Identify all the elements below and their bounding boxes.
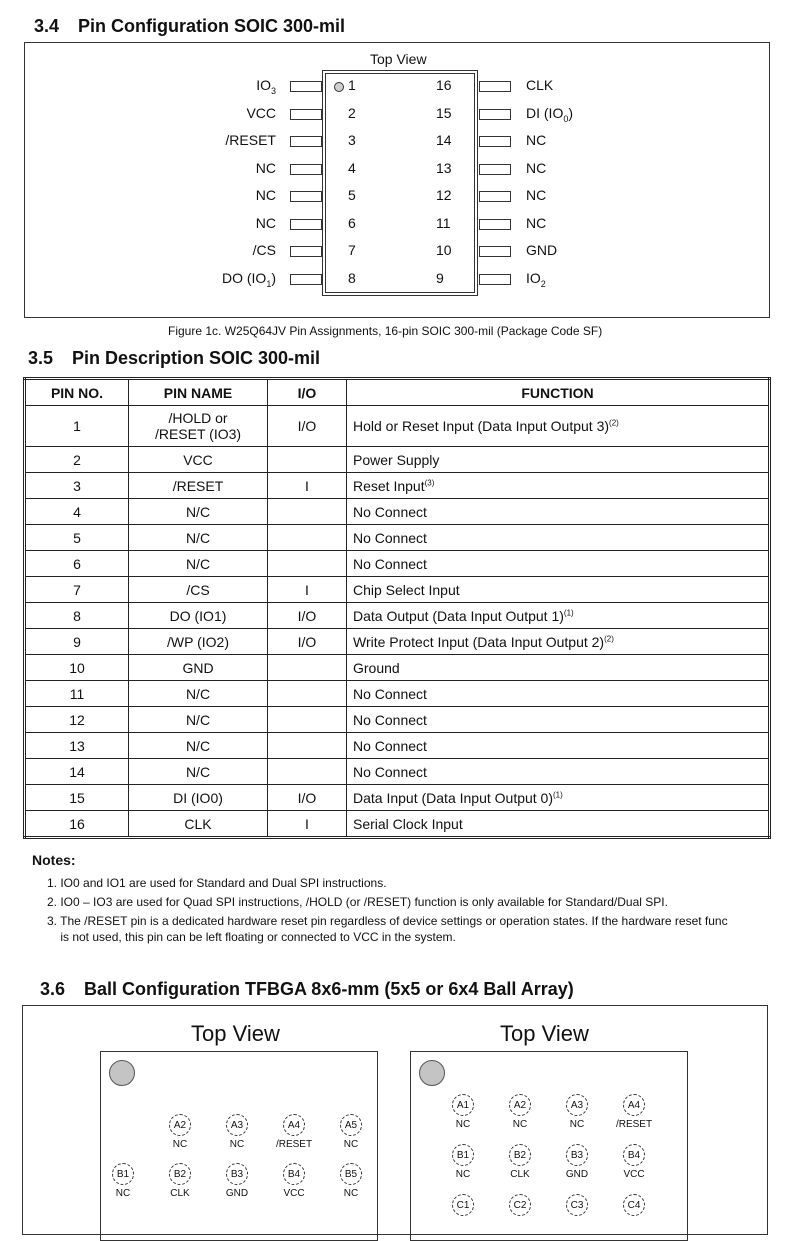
pin-label-text: DI (IO bbox=[526, 105, 564, 121]
pin-label-text: IO bbox=[256, 77, 271, 93]
pin-label-suffix: ) bbox=[568, 105, 574, 121]
ball-signal-label: CLK bbox=[510, 1169, 530, 1180]
pin-stub-right bbox=[479, 109, 511, 120]
cell-pin-no: 15 bbox=[25, 785, 129, 811]
a1-marker-icon bbox=[419, 1060, 445, 1086]
pin-label-right bbox=[526, 160, 546, 179]
cell-function bbox=[347, 551, 770, 577]
pin-stub-left bbox=[290, 81, 322, 92]
note-1: 1. IO0 and IO1 are used for Standard and Dual SPI instructions. bbox=[47, 876, 387, 890]
section-number: 3.4 bbox=[34, 16, 60, 36]
cell-pin-no: 16 bbox=[25, 811, 129, 838]
pin-name-line: N/C bbox=[185, 555, 211, 572]
table-row bbox=[25, 499, 770, 525]
pin-stub-left bbox=[290, 219, 322, 230]
pin-number-left: 7 bbox=[348, 242, 356, 258]
pin-number-right: 15 bbox=[436, 105, 452, 121]
section-3-4-heading bbox=[34, 16, 345, 37]
cell-pin-name bbox=[129, 629, 268, 655]
cell-io bbox=[268, 551, 347, 577]
function-text: Data Input (Data Input Output 0) bbox=[353, 789, 554, 806]
pin-name-line: GND bbox=[182, 659, 214, 676]
cell-pin-name bbox=[129, 406, 268, 447]
pin-label-right bbox=[526, 132, 546, 151]
cell-pin-name bbox=[129, 707, 268, 733]
pin-label-text: IO bbox=[526, 270, 541, 286]
cell-function bbox=[347, 629, 770, 655]
table-row bbox=[25, 707, 770, 733]
pin-stub-left bbox=[290, 109, 322, 120]
cell-pin-no: 10 bbox=[25, 655, 129, 681]
header-pin-no: PIN NO. bbox=[25, 379, 129, 406]
pin-label-subscript: 0 bbox=[563, 113, 569, 124]
header-pin-name: PIN NAME bbox=[129, 379, 268, 406]
pin-label-left bbox=[0, 270, 276, 289]
function-text: No Connect bbox=[353, 555, 427, 572]
cell-pin-no: 3 bbox=[25, 473, 129, 499]
section-number: 3.6 bbox=[40, 979, 66, 999]
function-footnote: (2) bbox=[609, 418, 619, 428]
pin-stub-right bbox=[479, 81, 511, 92]
cell-pin-no: 5 bbox=[25, 525, 129, 551]
cell-io bbox=[268, 655, 347, 681]
ball-right-c2: C2 bbox=[509, 1194, 531, 1216]
pin-stub-left bbox=[290, 274, 322, 285]
pin-name-line: /CS bbox=[186, 581, 210, 598]
pin-number-right: 12 bbox=[436, 187, 452, 203]
ball-signal-label: /RESET bbox=[615, 1119, 653, 1130]
pin-stub-right bbox=[479, 274, 511, 285]
cell-io bbox=[268, 525, 347, 551]
pin-label-right bbox=[526, 187, 546, 206]
ball-signal-label: VCC bbox=[283, 1188, 305, 1199]
cell-pin-name bbox=[129, 473, 268, 499]
pin-number-left: 2 bbox=[348, 105, 356, 121]
ball-left-a4: A4 bbox=[283, 1114, 305, 1136]
pin-stub-right bbox=[479, 164, 511, 175]
pin-stub-right bbox=[479, 136, 511, 147]
cell-function bbox=[347, 406, 770, 447]
cell-function bbox=[347, 655, 770, 681]
ball-right-c1: C1 bbox=[452, 1194, 474, 1216]
pin-label-text: CLK bbox=[526, 77, 554, 93]
ball-signal-label: VCC bbox=[623, 1169, 645, 1180]
function-text: No Connect bbox=[353, 685, 427, 702]
ball-right-a4: A4 bbox=[623, 1094, 645, 1116]
cell-function bbox=[347, 577, 770, 603]
ball-right-b2: B2 bbox=[509, 1144, 531, 1166]
note-3-continued: is not used, this pin can be left floating or connected to VCC in the system. bbox=[47, 930, 456, 944]
section-3-5-heading bbox=[28, 348, 320, 369]
cell-pin-no: 8 bbox=[25, 603, 129, 629]
pin-label-subscript: 3 bbox=[270, 85, 276, 96]
cell-io bbox=[268, 707, 347, 733]
pin-label-text: NC bbox=[526, 160, 547, 176]
ball-signal-label: GND bbox=[225, 1188, 249, 1199]
figure-caption: Figure 1c. W25Q64JV Pin Assignments, 16-pin SOIC 300-mil (Package Code SF) bbox=[168, 324, 603, 338]
ball-signal-label: NC bbox=[569, 1119, 585, 1130]
ball-signal-label: NC bbox=[512, 1119, 528, 1130]
pin-label-text: NC bbox=[255, 215, 276, 231]
ball-right-b4: B4 bbox=[623, 1144, 645, 1166]
pin-number-left: 8 bbox=[348, 270, 356, 286]
ball-left-b1: B1 bbox=[112, 1163, 134, 1185]
pin-stub-left bbox=[290, 191, 322, 202]
pin-label-left bbox=[0, 132, 276, 151]
function-text: Data Output (Data Input Output 1) bbox=[353, 607, 564, 624]
cell-pin-no: 4 bbox=[25, 499, 129, 525]
table-row bbox=[25, 655, 770, 681]
function-text: Reset Input bbox=[353, 477, 425, 494]
ball-left-a2: A2 bbox=[169, 1114, 191, 1136]
pin-name-line: N/C bbox=[185, 685, 211, 702]
pin-name-line-2: /RESET (IO3) bbox=[154, 426, 242, 442]
ball-right-b3: B3 bbox=[566, 1144, 588, 1166]
pin-name-line: N/C bbox=[185, 763, 211, 780]
table-header-row bbox=[25, 379, 770, 406]
function-text: No Connect bbox=[353, 503, 427, 520]
pin-label-right bbox=[526, 105, 573, 124]
cell-pin-name bbox=[129, 811, 268, 838]
cell-io: I/O bbox=[268, 785, 347, 811]
function-text: Serial Clock Input bbox=[353, 815, 463, 832]
cell-pin-no: 1 bbox=[25, 406, 129, 447]
table-row bbox=[25, 733, 770, 759]
table-row bbox=[25, 785, 770, 811]
ball-right-b1: B1 bbox=[452, 1144, 474, 1166]
pin-number-left: 4 bbox=[348, 160, 356, 176]
pin-number-left: 5 bbox=[348, 187, 356, 203]
table-row bbox=[25, 447, 770, 473]
pin-number-left: 6 bbox=[348, 215, 356, 231]
pin-label-text: NC bbox=[526, 187, 547, 203]
pin-label-left bbox=[0, 242, 276, 261]
cell-pin-name bbox=[129, 499, 268, 525]
function-text: No Connect bbox=[353, 737, 427, 754]
ball-left-a5: A5 bbox=[340, 1114, 362, 1136]
cell-function bbox=[347, 733, 770, 759]
ball-right-c4: C4 bbox=[623, 1194, 645, 1216]
bga-left-top-view-label: Top View bbox=[191, 1021, 280, 1046]
pin-label-right bbox=[526, 77, 553, 96]
pin-name-line: /HOLD or bbox=[168, 410, 228, 426]
table-row bbox=[25, 759, 770, 785]
cell-io bbox=[268, 681, 347, 707]
table-row bbox=[25, 551, 770, 577]
cell-pin-name bbox=[129, 759, 268, 785]
cell-io: I bbox=[268, 811, 347, 838]
function-text: Ground bbox=[353, 659, 400, 676]
bga-right-top-view-label: Top View bbox=[500, 1021, 589, 1046]
function-text: Write Protect Input (Data Input Output 2) bbox=[353, 633, 605, 650]
ball-signal-label: CLK bbox=[170, 1188, 190, 1199]
cell-function bbox=[347, 759, 770, 785]
cell-pin-name bbox=[129, 785, 268, 811]
pin-number-left: 3 bbox=[348, 132, 356, 148]
cell-io bbox=[268, 447, 347, 473]
section-title: Pin Configuration SOIC 300-mil bbox=[78, 16, 346, 36]
cell-io: I/O bbox=[268, 629, 347, 655]
section-title: Ball Configuration TFBGA 8x6-mm (5x5 or 6x4 Ball Array) bbox=[84, 979, 574, 999]
soic-chip-body bbox=[322, 70, 478, 296]
pin-label-left bbox=[0, 105, 276, 124]
pin-label-text: NC bbox=[255, 187, 276, 203]
section-3-6-heading bbox=[40, 979, 574, 1000]
cell-function bbox=[347, 447, 770, 473]
pin-description-table bbox=[23, 377, 771, 839]
table-row bbox=[25, 629, 770, 655]
pin-label-text: NC bbox=[526, 215, 547, 231]
cell-pin-no: 13 bbox=[25, 733, 129, 759]
ball-signal-label: NC bbox=[343, 1188, 359, 1199]
table-row bbox=[25, 603, 770, 629]
pin-name-line: DI (IO0) bbox=[173, 789, 223, 806]
pin-label-left bbox=[0, 187, 276, 206]
notes-title: Notes: bbox=[32, 852, 76, 868]
ball-right-a2: A2 bbox=[509, 1094, 531, 1116]
pin-number-right: 13 bbox=[436, 160, 452, 176]
function-footnote: (3) bbox=[424, 477, 435, 487]
table-row bbox=[25, 406, 770, 447]
section-number: 3.5 bbox=[28, 348, 54, 368]
pin-label-right bbox=[526, 215, 546, 234]
ball-left-b5: B5 bbox=[340, 1163, 362, 1185]
ball-signal-label: NC bbox=[115, 1188, 131, 1199]
function-text: Power Supply bbox=[353, 451, 440, 468]
cell-io: I/O bbox=[268, 406, 347, 447]
pin-name-line: N/C bbox=[185, 737, 211, 754]
table-row bbox=[25, 811, 770, 838]
pin-stub-left bbox=[290, 246, 322, 257]
cell-function bbox=[347, 499, 770, 525]
pin-name-line: /RESET bbox=[172, 477, 224, 494]
pin-label-left bbox=[0, 215, 276, 234]
ball-signal-label: NC bbox=[343, 1139, 359, 1150]
cell-io: I bbox=[268, 577, 347, 603]
cell-io bbox=[268, 759, 347, 785]
cell-pin-name bbox=[129, 525, 268, 551]
pin-number-right: 9 bbox=[436, 270, 444, 286]
table-row bbox=[25, 577, 770, 603]
ball-signal-label: NC bbox=[455, 1119, 471, 1130]
section-title: Pin Description SOIC 300-mil bbox=[72, 348, 321, 368]
pin-name-line: CLK bbox=[184, 815, 212, 832]
function-footnote: (1) bbox=[563, 607, 574, 617]
pin-stub-right bbox=[479, 191, 511, 202]
pin-stub-left bbox=[290, 136, 322, 147]
soic-top-view-label: Top View bbox=[370, 51, 427, 67]
cell-function bbox=[347, 473, 770, 499]
pin-number-right: 10 bbox=[436, 242, 452, 258]
cell-pin-name bbox=[129, 603, 268, 629]
pin-number-right: 16 bbox=[436, 77, 452, 93]
function-footnote: (2) bbox=[604, 633, 614, 643]
ball-left-b2: B2 bbox=[169, 1163, 191, 1185]
cell-pin-no: 11 bbox=[25, 681, 129, 707]
function-text: Hold or Reset Input (Data Input Output 3) bbox=[353, 418, 610, 434]
pin-label-text: GND bbox=[526, 242, 558, 258]
pin-name-line: /WP (IO2) bbox=[167, 633, 229, 650]
pin-label-text: /CS bbox=[252, 242, 276, 258]
ball-left-a3: A3 bbox=[226, 1114, 248, 1136]
note-3: 3. The /RESET pin is a dedicated hardware reset pin regardless of device settings or operation states. If the hardware reset func bbox=[47, 914, 728, 928]
pin-label-text: DO (IO bbox=[221, 270, 267, 286]
a1-marker-icon bbox=[109, 1060, 135, 1086]
pin-stub-right bbox=[479, 219, 511, 230]
cell-function bbox=[347, 707, 770, 733]
pin-label-text: NC bbox=[526, 132, 547, 148]
pin-number-left: 1 bbox=[348, 77, 356, 93]
cell-pin-no: 9 bbox=[25, 629, 129, 655]
pin-stub-left bbox=[290, 164, 322, 175]
ball-signal-label: NC bbox=[455, 1169, 471, 1180]
pin-label-right bbox=[526, 270, 546, 289]
function-footnote: (1) bbox=[553, 789, 563, 799]
ball-signal-label: NC bbox=[229, 1139, 245, 1150]
pin-label-left bbox=[0, 77, 276, 96]
ball-right-c3: C3 bbox=[566, 1194, 588, 1216]
bga-right-package bbox=[410, 1051, 688, 1241]
cell-function bbox=[347, 525, 770, 551]
pin-number-right: 11 bbox=[436, 215, 451, 231]
cell-function bbox=[347, 785, 770, 811]
table-row bbox=[25, 525, 770, 551]
ball-right-a3: A3 bbox=[566, 1094, 588, 1116]
pin-label-left bbox=[0, 160, 276, 179]
ball-signal-label: GND bbox=[565, 1169, 589, 1180]
pin-label-right bbox=[526, 242, 557, 261]
pin-name-line: N/C bbox=[185, 529, 211, 546]
note-2: 2. IO0 – IO3 are used for Quad SPI instructions, /HOLD (or /RESET) function is only available for Standard/Dual SPI. bbox=[47, 895, 668, 909]
header-function: FUNCTION bbox=[347, 379, 770, 406]
table-body bbox=[25, 406, 770, 838]
function-text: Chip Select Input bbox=[353, 581, 460, 598]
pin-label-text: NC bbox=[255, 160, 276, 176]
table-row bbox=[25, 681, 770, 707]
cell-io bbox=[268, 733, 347, 759]
pin-label-subscript: 1 bbox=[266, 278, 272, 289]
ball-right-a1: A1 bbox=[452, 1094, 474, 1116]
cell-pin-name bbox=[129, 681, 268, 707]
cell-pin-no: 7 bbox=[25, 577, 129, 603]
cell-pin-name bbox=[129, 733, 268, 759]
cell-io bbox=[268, 499, 347, 525]
pin-label-text: /RESET bbox=[225, 132, 276, 148]
cell-io: I/O bbox=[268, 603, 347, 629]
ball-left-b3: B3 bbox=[226, 1163, 248, 1185]
pin-label-suffix: ) bbox=[271, 270, 276, 286]
pin-number-right: 14 bbox=[436, 132, 452, 148]
pin-label-text: VCC bbox=[246, 105, 276, 121]
ball-signal-label: /RESET bbox=[275, 1139, 313, 1150]
cell-function bbox=[347, 681, 770, 707]
function-text: No Connect bbox=[353, 529, 427, 546]
pin-label-subscript: 2 bbox=[540, 278, 546, 289]
function-text: No Connect bbox=[353, 763, 427, 780]
cell-pin-no: 6 bbox=[25, 551, 129, 577]
header-io: I/O bbox=[268, 379, 347, 406]
cell-pin-name bbox=[129, 655, 268, 681]
function-text: No Connect bbox=[353, 711, 427, 728]
cell-pin-name bbox=[129, 447, 268, 473]
cell-pin-name bbox=[129, 551, 268, 577]
pin-name-line: DO (IO1) bbox=[169, 607, 227, 624]
ball-left-b4: B4 bbox=[283, 1163, 305, 1185]
cell-pin-no: 14 bbox=[25, 759, 129, 785]
cell-pin-no: 2 bbox=[25, 447, 129, 473]
cell-pin-name bbox=[129, 577, 268, 603]
pin1-marker-icon bbox=[334, 82, 344, 92]
pin-stub-right bbox=[479, 246, 511, 257]
cell-io: I bbox=[268, 473, 347, 499]
pin-name-line: N/C bbox=[185, 503, 211, 520]
cell-pin-no: 12 bbox=[25, 707, 129, 733]
cell-function bbox=[347, 811, 770, 838]
cell-function bbox=[347, 603, 770, 629]
ball-signal-label: NC bbox=[172, 1139, 188, 1150]
pin-name-line: VCC bbox=[183, 451, 213, 468]
pin-name-line: N/C bbox=[185, 711, 211, 728]
table-row bbox=[25, 473, 770, 499]
